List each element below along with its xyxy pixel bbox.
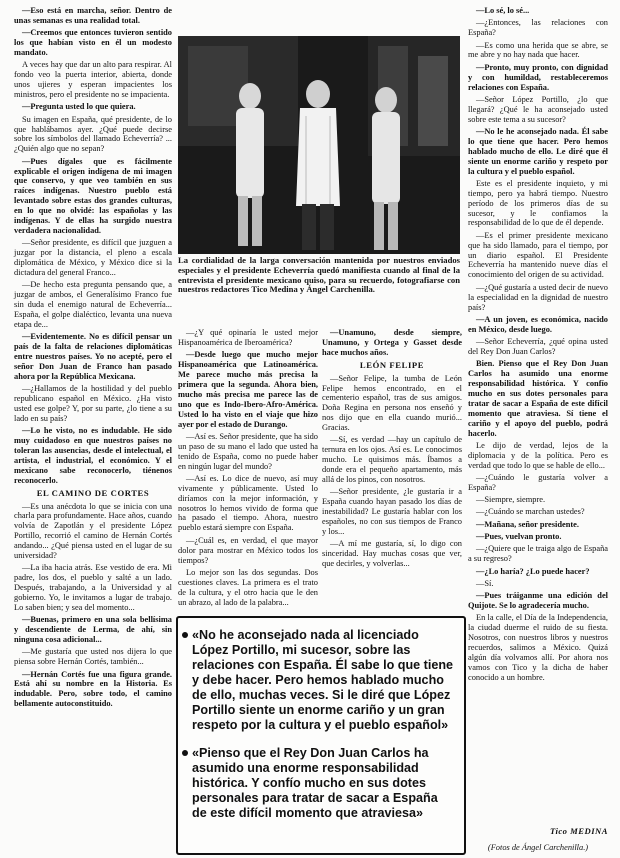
paragraph: Bien. Pienso que el Rey Don Juan Carlos ha asumido una enorme responsabilidad histórica. Y confío mucho en sus dotes personales para tratar de sacar a España de este difícil momento que atraviesa. Sí tiene el cariño y el apoyo del pueblo, podrá hacerlo. (468, 359, 608, 438)
paragraph: —No le he aconsejado nada. Él sabe lo que tiene que hacer. Pero hemos hablado mucho de ello. Le diré que él siente un enorme cariño y respeto por la cultura y el pueblo español. (468, 126, 608, 176)
pull-quote (192, 628, 454, 733)
paragraph: —Lo he visto, no es indudable. He sido muy cuidadoso en que nuestros países no toleran las ausencias, desde el intelectual, el artista, el industrial, el económico. Y el mexicano sabe reconocerlo, tiénenos reconocerlo. (14, 426, 172, 485)
paragraph: —Pues, vuelvan pronto. (476, 532, 562, 542)
paragraph: —Pues tráiganme una edición del Quijote. Se lo agradecería mucho. (468, 591, 608, 611)
paragraph: —Es una anécdota lo que se inicia con una charla para profundamente. Hace años, cuando volvía de Zapotlán y el presidente López Portillo, recorrió el camino de Hernán Cortés andando... ¿Qué piensa usted en el lugar de su universidad? (14, 501, 172, 561)
paragraph: —Me gustaría que usted nos dijera lo que piensa sobre Hernán Cortés, también... (14, 647, 172, 667)
paragraph: —De hecho esta pregunta pensando que, a juzgar de ambos, el Generalísimo Franco fue sin duda el enemigo natural de Echeverría... España, el golpe dialéctico, levanta una nueva etapa de... (14, 280, 172, 329)
paragraph: —¿Cuándo le gustaría volver a España? (468, 472, 608, 492)
author-signature: Tico MEDINA (550, 826, 608, 836)
paragraph: —A un joven, es económica, nacido en México, desde luego. (468, 314, 608, 334)
article-column-right (468, 6, 608, 685)
pull-quote-text: «No he aconsejado nada al licenciado López Portillo, mi sucesor, sobre las relaciones con España. Él sabe lo que tiene y debe hacer. Pero hemos hablado mucho de ello, muchas veces. Si le diré que López Portillo siente un enorme cariño y un gran respeto por la cultura y el pueblo español» (192, 628, 454, 732)
paragraph: —¿Quiere que le traiga algo de España a su regreso? (468, 544, 608, 564)
paragraph: —¿Cuál es, en verdad, el que mayor dolor para mostrar en México todos los tiempos? (178, 535, 318, 565)
paragraph: —Creemos que entonces tuvieron sentido los que habían visto en él un modesto mandato. (14, 28, 172, 58)
paragraph: —Sí, es verdad —hay un capítulo de ternura en los ojos. Así es. Le conocimos mucho. Le quisimos más. Íbamos a donde era el pequeño apartamento, más allá de los pinos, con nosotros. (322, 435, 462, 485)
paragraph: —Señor Felipe, la tumba de León Felipe hemos encontrado, en el cementerio español, tras de sus amigos. Doña Regina en persona nos enseñó y nos dijo que en ella cuando murió... Gracias. (322, 373, 462, 433)
pull-quote-text: «Pienso que el Rey Don Juan Carlos ha asumido una enorme responsabilidad histórica. Y confío mucho en sus dotes personales para tratar de sacar a España de este difícil momento que atraviesa» (192, 746, 438, 820)
paragraph: —A mí me gustaría, sí, lo digo con sinceridad. Hay muchas cosas que ver, que decirles, y volverlas... (322, 539, 462, 569)
paragraph: —Señor López Portillo, ¿lo que llegará? ¿Qué le ha aconsejado usted sobre este tema a su sucesor? (468, 94, 608, 124)
paragraph: —¿Hallamos de la hostilidad y del pueblo republicano español en México. ¿Ha visto usted ese golpe? Y, por su parte, ¿lo tiene a su lado en su país? (14, 384, 172, 423)
paragraph: —¿Cuándo se marchan ustedes? (476, 507, 585, 517)
article-column-left (14, 6, 172, 712)
article-column-mid-b (322, 328, 462, 571)
paragraph: —Así es. Lo dice de nuevo, así muy vivamente y públicamente. Usted lo diríamos con la mejor información, y nosotros lo hemos vivido de forma que ha pasado el tiempo. Ahora, nuestro pueblo estará siempre con España. (178, 473, 318, 533)
paragraph: —Lo sé, lo sé... (476, 6, 530, 15)
paragraph: Este es el presidente inquieto, y mi tiempo, pero ya habrá tiempo. Nuestro período de los primeros días de su sucesor, y le confiamos la responsabilidad de lo que de él depende. (468, 178, 608, 228)
paragraph: A veces hay que dar un alto para respirar. Al fondo veo la puerta interior, abierta, donde unos ujieres y esperan impacientes los ministros, pero el presidente no se impacienta. (14, 60, 172, 100)
paragraph: —¿Entonces, las relaciones con España? (468, 18, 608, 38)
article-photo (178, 36, 460, 254)
subheading: EL CAMINO DE CORTES (36, 487, 150, 498)
bullet-icon (182, 632, 188, 638)
paragraph: —Señor presidente, ¿le gustaría ir a España cuando hayan pasado los días de inestabilidad? Le gustaría hablar con los españoles, no con sus tiempos de Franco y los... (322, 487, 462, 536)
paragraph: —Buenas, primero en una sola bellísima y descendiente de Lerma, de ahí, sin ninguna cosa adicional... (14, 615, 172, 645)
paragraph: —¿Qué gustaría a usted decir de nuevo la especialidad en la dignidad de nuestro país? (468, 282, 608, 312)
paragraph: —Así es. Señor presidente, que ha sido un paso de su mano el lado que usted ha tenido de España, como no puede haber en ningún lugar del mundo? (178, 431, 318, 471)
paragraph: —Sí. (476, 578, 494, 588)
paragraph: —Pues dígales que es fácilmente explicable el origen indígena de mi imagen que conservo, y que veo también en sus raíces indígenas. Nuestro pueblo está levantado sobre estas dos grandes culturas, en lo que no olvidé: las españolas y las indígenas. Y de ellas ha surgido nuestra verdadera nacionalidad. (14, 156, 172, 235)
paragraph: —Es el primer presidente mexicano que ha sido llamado, para el tiempo, por un diario español. El Presidente Echeverría ha mantenido nueve días el conocimiento del origen de su actividad. (468, 230, 608, 280)
paragraph: —Evidentemente. No es difícil pensar un país de la falta de relaciones diplomáticas entre nuestros países. Yo no acepté, pero el señor Don Juan de Franco han pasado ahora por la República Mexicana. (14, 332, 172, 381)
subheading: LEÓN FELIPE (359, 359, 425, 370)
paragraph: Le dijo de verdad, lejos de la diplomacia y de la política. Pero es verdad que todo lo que se hable de ello... (468, 440, 608, 470)
article-column-mid-a (178, 328, 318, 610)
bullet-icon (182, 750, 188, 756)
paragraph: Su imagen en España, qué presidente, de lo que hablábamos ayer. ¿Qué puede decirse sobre los símbolos del llamado Echeverría? ... ¿Quién algo que no sepan? (14, 114, 172, 154)
paragraph: —La iba hacia atrás. Ese vestido de era. Mi padre, los dos, el pueblo y salté a un lado. Después, trabajando, a la Universidad y al gobierno. Yo, le invitamos a lugar de trabajo. Lo saben bien; y sea del momento... (14, 563, 172, 612)
paragraph: En la calle, el Día de la Independencia, la ciudad duerme el ruido de su fiesta. Nosotros, con nuestros libros y nuestros recuerdos, salimos a México. Quizá algún día volvamos allí. Por ahora nos vamos con Tico y la dicha de haber conocido a un hombre. (468, 613, 608, 682)
paragraph: —Pronto, muy pronto, con dignidad y con humildad, restableceremos relaciones con España. (468, 62, 608, 92)
paragraph: —¿Lo haría? ¿Lo puede hacer? (476, 566, 590, 576)
paragraph: —Es como una herida que se abre, se me abre y no hay nada que hacer. (468, 40, 608, 60)
paragraph: —Siempre, siempre. (476, 495, 546, 505)
paragraph: —Pregunta usted lo que quiera. (22, 102, 136, 112)
paragraph: —Unamuno, desde siempre, Unamuno, y Ortega y Gasset desde hace muchos años. (322, 328, 462, 357)
paragraph: —¿Y qué opinaría le usted mejor Hispanoamérica de Iberoamérica? (178, 328, 318, 347)
paragraph: —Mañana, señor presidente. (476, 519, 579, 529)
photo-caption: La cordialidad de la larga conversación mantenida por nuestros enviados especiales y el presidente Echeverría quedó manifiesta cuando al final de la entrevista el presidente mexicano quiso, para su recuerdo, fotografiarse con nuestros redactores Tico Medina y Ángel Carchenilla. (178, 255, 460, 295)
pull-quote (192, 746, 454, 821)
paragraph: —Señor presidente, es difícil que juzguen a juzgar por la distancia, el pleno a escala diplomática de México, y México dice si la dictadura del general Franco... (14, 238, 172, 277)
paragraph: —Señor Echeverría, ¿qué opina usted del Rey Don Juan Carlos? (468, 337, 608, 356)
photo-illustration (178, 36, 460, 254)
paragraph: Lo mejor son las dos segundas. Dos cuestiones claves. La primera es el trato de la cultura, y el otro hacia que le den un abrazo, al lado de la palabra... (178, 567, 318, 607)
pull-quote-box (176, 616, 466, 855)
paragraph: —Eso está en marcha, señor. Dentro de unas semanas es una realidad total. (14, 6, 172, 25)
paragraph: —Desde luego que mucho mejor Hispanoamérica que Latinoamérica. Me parece mucho más precisa la primera que la segunda. Ahora bien, mucho más precisa me parece las de uno que es Indo-Ibero-Afro-América. Usted lo ha visto en el viaje que hizo ayer por el estado de Durango. (178, 350, 318, 429)
paragraph: —Hernán Cortés fue una figura grande. Está ahí su nombre en la Historia. Es indudable. Pero, sobre todo, el camino bellamente autoconstituido. (14, 669, 172, 709)
photo-credit: (Fotos de Ángel Carchenilla.) (487, 843, 589, 852)
